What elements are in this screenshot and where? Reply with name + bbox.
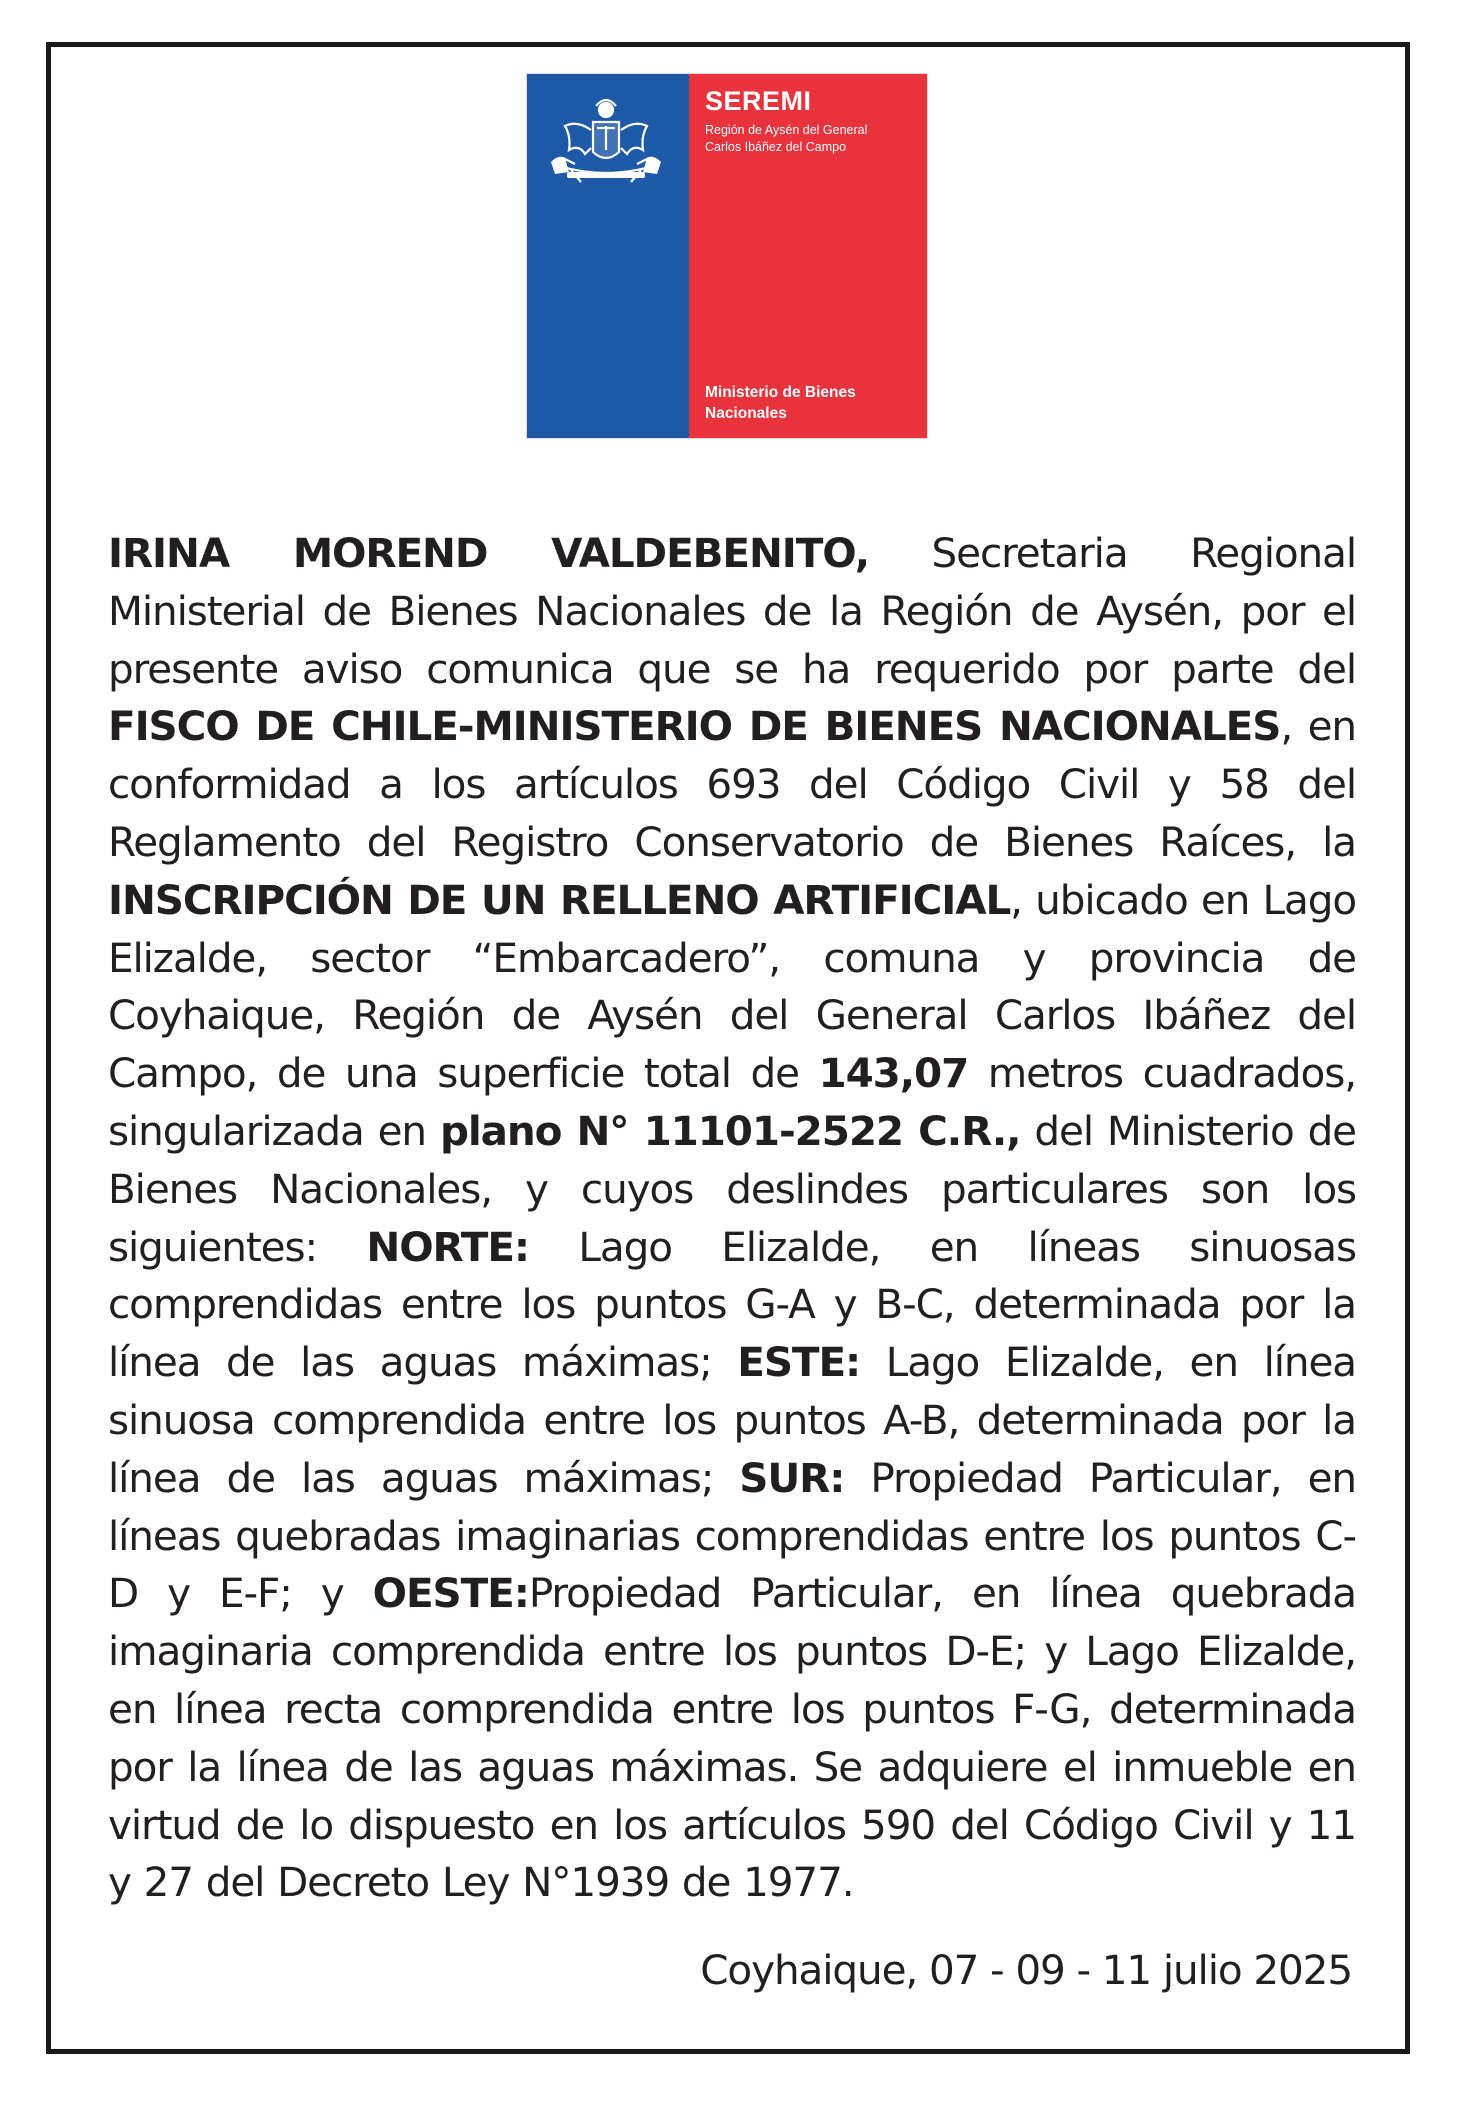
seremi-logo xyxy=(527,74,927,438)
logo-red-panel xyxy=(689,74,927,438)
body-text-segment: , ubicado en Lago Elizalde, sector “Embarcadero”, comuna y provincia de Coyhaique, Región de Aysén del General Carlos Ibáñez del Campo, de una superficie total de xyxy=(108,875,1357,1098)
requesting-party: FISCO DE CHILE-MINISTERIO DE BIENES NACIONALES xyxy=(108,702,1281,751)
boundary-label-norte: NORTE: xyxy=(366,1222,530,1271)
body-text-segment: Propiedad Particular, en líneas quebradas imaginarias comprendidas entre los puntos C-D y E-F; y xyxy=(108,1453,1356,1618)
plan-number: plano N° 11101-2522 C.R., xyxy=(439,1106,1021,1155)
notice-body xyxy=(108,525,1356,1912)
logo-subtitle: Región de Aysén del General Carlos Ibáñez del Campo xyxy=(705,123,868,154)
body-text-segment: Lago Elizalde, en línea sinuosa comprendida entre los puntos A-B, determinada por la línea de las aguas máximas; xyxy=(108,1338,1356,1502)
chile-coat-of-arms-icon xyxy=(541,92,671,192)
logo-ministry: Ministerio de Bienes Nacionales xyxy=(705,384,856,422)
body-text-segment: metros cuadrados, singularizada en xyxy=(108,1049,1356,1155)
surface-area: 143,07 xyxy=(818,1049,969,1098)
boundary-label-sur: SUR: xyxy=(739,1453,845,1502)
place-and-date: Coyhaique, 07 - 09 - 11 julio 2025 xyxy=(700,1946,1352,1994)
body-text-segment: , en conformidad a los artículos 693 del Código Civil y 58 del Reglamento del Registro Conservatorio de Bienes Raíces, la xyxy=(108,702,1356,866)
logo-blue-panel xyxy=(527,74,689,438)
boundary-label-este: ESTE: xyxy=(737,1338,861,1387)
inscription-subject: INSCRIPCIÓN DE UN RELLENO ARTIFICIAL xyxy=(108,875,1011,924)
boundary-label-oeste: OESTE: xyxy=(372,1569,529,1618)
logo-title: SEREMI xyxy=(705,86,812,116)
body-text-segment: Secretaria Regional Ministerial de Bienes Nacionales de la Región de Aysén, por el presente aviso comunica que se ha requerido por parte del xyxy=(108,529,1356,693)
body-text-segment: Lago Elizalde, en líneas sinuosas comprendidas entre los puntos G-A y B-C, determinada por la línea de las aguas máximas; xyxy=(108,1222,1356,1387)
official-name: IRINA MOREND VALDEBENITO, xyxy=(108,529,869,577)
body-text-segment: del Ministerio de Bienes Nacionales, y cuyos deslindes particulares son los siguientes: xyxy=(108,1106,1356,1271)
body-text-segment: Propiedad Particular, en línea quebrada imaginaria comprendida entre los puntos D-E; y Lago Elizalde, en línea recta comprendida entre los puntos F-G, determinada por la línea de las aguas máximas. Se adquiere el inmueble en virtud de lo dispuesto en los artículos 590 del Código Civil y 11 y 27 del Decreto Ley N°1939 de 1977. xyxy=(108,1569,1356,1907)
